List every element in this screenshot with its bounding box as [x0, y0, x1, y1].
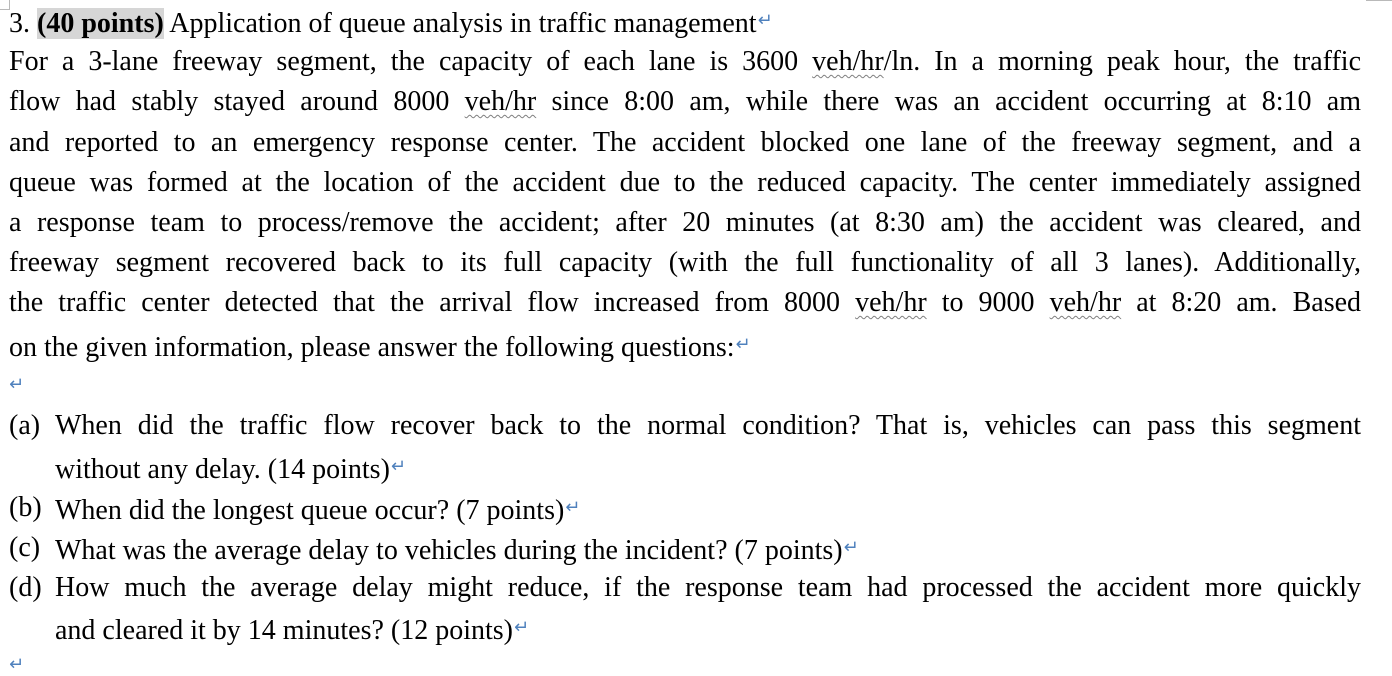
paragraph-mark-icon: ↵ — [843, 537, 859, 558]
paragraph-mark-icon: ↵ — [390, 456, 406, 477]
question-title: Application of queue analysis in traffic management — [169, 8, 757, 39]
part-d-label: (d) — [9, 572, 42, 603]
page-corner-mark-right — [1366, 0, 1392, 1]
paragraph-mark-icon: ↵ — [514, 617, 530, 638]
intro-line-6: freeway segment recovered back to its full capacity (with the full functionality of all 3 lanes). Additionally, — [9, 247, 1361, 278]
question-heading — [9, 4, 773, 38]
intro-line-5: a response team to process/remove the accident; after 20 minutes (at 8:30 am) the accident was cleared, and — [9, 207, 1361, 238]
part-b-text: When did the longest queue occur? (7 points)↵ — [55, 495, 581, 526]
paragraph-mark-icon: ↵ — [757, 10, 773, 31]
intro-line-3: and reported to an emergency response center. The accident blocked one lane of the freeway segment, and a — [9, 127, 1361, 158]
part-c-text: What was the average delay to vehicles during the incident? (7 points)↵ — [55, 535, 859, 566]
paragraph-mark-icon: ↵ — [9, 654, 25, 675]
part-a-label: (a) — [9, 410, 41, 441]
part-d-text-line-2: and cleared it by 14 minutes? (12 points)↵ — [55, 615, 530, 646]
paragraph-mark-icon: ↵ — [735, 334, 751, 355]
intro-line-7: the traffic center detected that the arrival flow increased from 8000 veh/hr to 9000 veh/hr at 8:20 am. Based — [9, 287, 1362, 318]
unit-veh-hr: veh/hr — [855, 287, 927, 318]
paragraph-mark-icon: ↵ — [9, 374, 25, 395]
part-d-text-line-1: How much the average delay might reduce, if the response team had processed the accident more quickly — [55, 572, 1361, 603]
part-c-label: (c) — [9, 532, 41, 563]
question-number: 3. — [9, 8, 30, 39]
unit-veh-hr: veh/hr — [1049, 287, 1122, 318]
paragraph-mark-icon: ↵ — [565, 497, 581, 518]
part-a-text-line-1: When did the traffic flow recover back to the normal condition? That is, vehicles can pass this segment — [55, 410, 1361, 441]
question-points: (40 points) — [37, 8, 164, 39]
unit-veh-hr: veh/hr — [812, 46, 884, 77]
intro-line-4: queue was formed at the location of the accident due to the reduced capacity. The center immediately assigned — [9, 167, 1361, 198]
intro-line-1: For a 3-lane freeway segment, the capacity of each lane is 3600 veh/hr/ln. In a morning peak hour, the traffic — [9, 46, 1362, 77]
intro-line-2: flow had stably stayed around 8000 veh/hr since 8:00 am, while there was an accident occurring at 8:10 am — [9, 86, 1362, 117]
part-a-text-line-2: without any delay. (14 points)↵ — [55, 454, 406, 485]
intro-line-8: on the given information, please answer the following questions:↵ — [9, 332, 751, 363]
part-b-label: (b) — [9, 492, 42, 523]
unit-veh-hr: veh/hr — [464, 86, 537, 117]
